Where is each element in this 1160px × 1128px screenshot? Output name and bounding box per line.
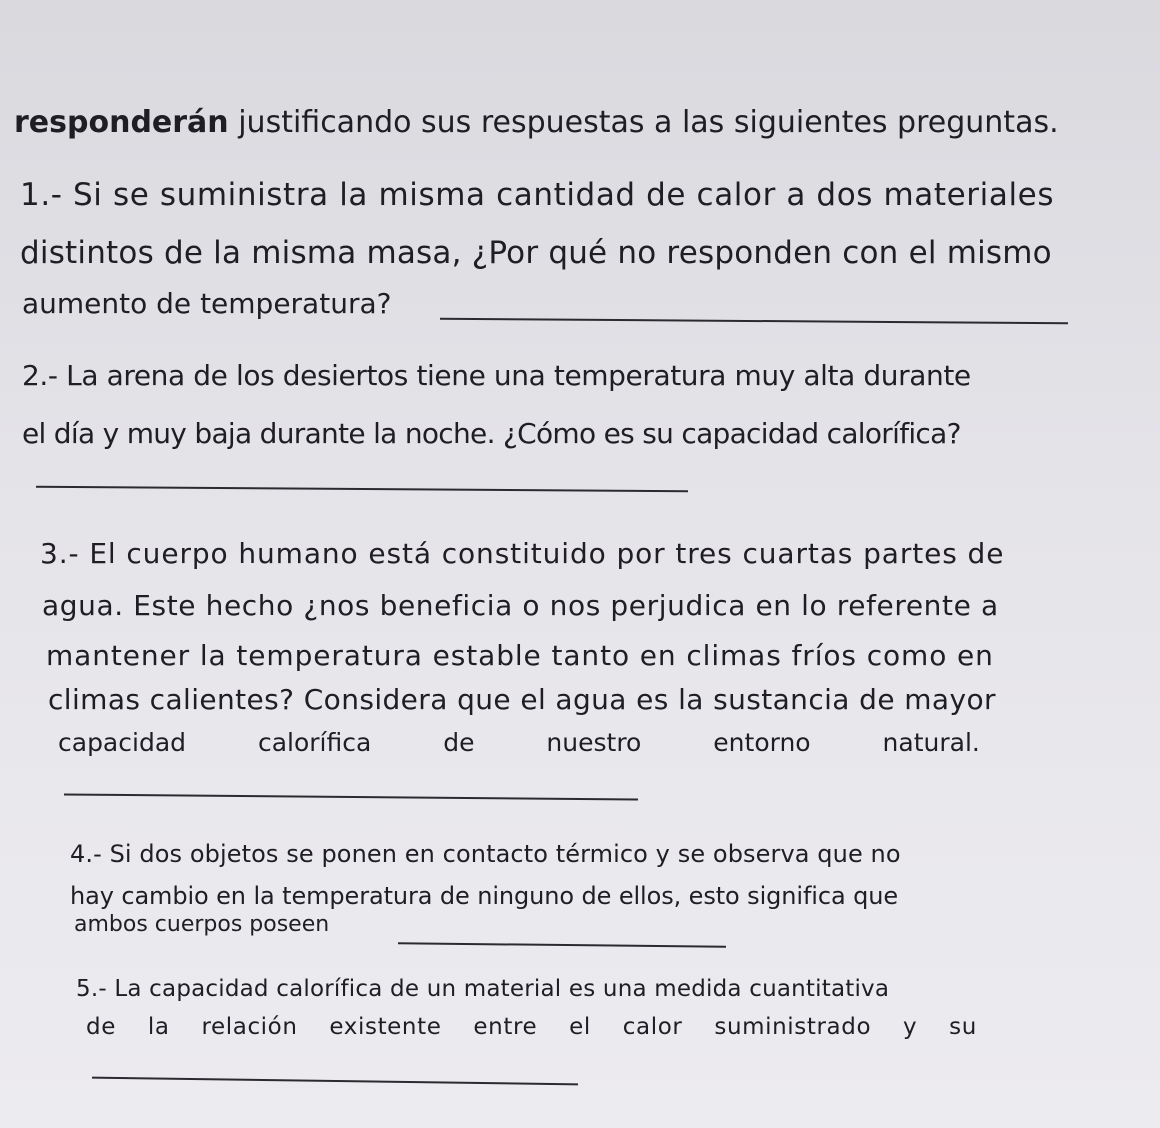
- q1-answer-blank[interactable]: [440, 318, 1068, 324]
- q3-line-2: agua. Este hecho ¿nos beneficia o nos perjudica en lo referente a: [42, 589, 999, 622]
- q1-line-2: distintos de la misma masa, ¿Por qué no responden con el mismo: [20, 235, 1052, 271]
- q3-answer-blank[interactable]: [64, 793, 638, 800]
- q1-line-3: aumento de temperatura?: [22, 287, 392, 320]
- intro-bold: responderán: [14, 105, 229, 140]
- q4-line-2: hay cambio en la temperatura de ninguno de ellos, esto significa que: [70, 882, 899, 910]
- q2-answer-blank[interactable]: [36, 486, 688, 493]
- q3-line-1: 3.- El cuerpo humano está constituido por tres cuartas partes de: [40, 537, 1005, 570]
- q3-line-5: [58, 730, 1053, 755]
- q4-answer-blank[interactable]: [398, 942, 726, 947]
- q2-line-2: el día y muy baja durante la noche. ¿Cómo es su capacidad calorífica?: [22, 417, 961, 450]
- q5-answer-blank[interactable]: [92, 1077, 578, 1086]
- q4-line-3: ambos cuerpos poseen: [74, 912, 330, 937]
- q4-line-1: 4.- Si dos objetos se ponen en contacto térmico y se observa que no: [70, 840, 901, 868]
- q5-line-2: de la relación existente entre el calor suministrado y su: [86, 1014, 977, 1040]
- q3-line-3: mantener la temperatura estable tanto en climas fríos como en: [46, 639, 994, 672]
- q3-line-5-text: capacidad calorífica de nuestro entorno natural.: [58, 728, 980, 757]
- q3-line-4: climas calientes? Considera que el agua es la sustancia de mayor: [48, 683, 996, 716]
- q5-line-1: 5.- La capacidad calorífica de un material es una medida cuantitativa: [76, 976, 890, 1002]
- q1-line-1: 1.- Si se suministra la misma cantidad de calor a dos materiales: [20, 177, 1055, 213]
- q2-line-1: 2.- La arena de los desiertos tiene una temperatura muy alta durante: [22, 359, 971, 392]
- intro-line: [14, 105, 1059, 140]
- intro-rest: justificando sus respuestas a las siguientes preguntas.: [238, 105, 1059, 140]
